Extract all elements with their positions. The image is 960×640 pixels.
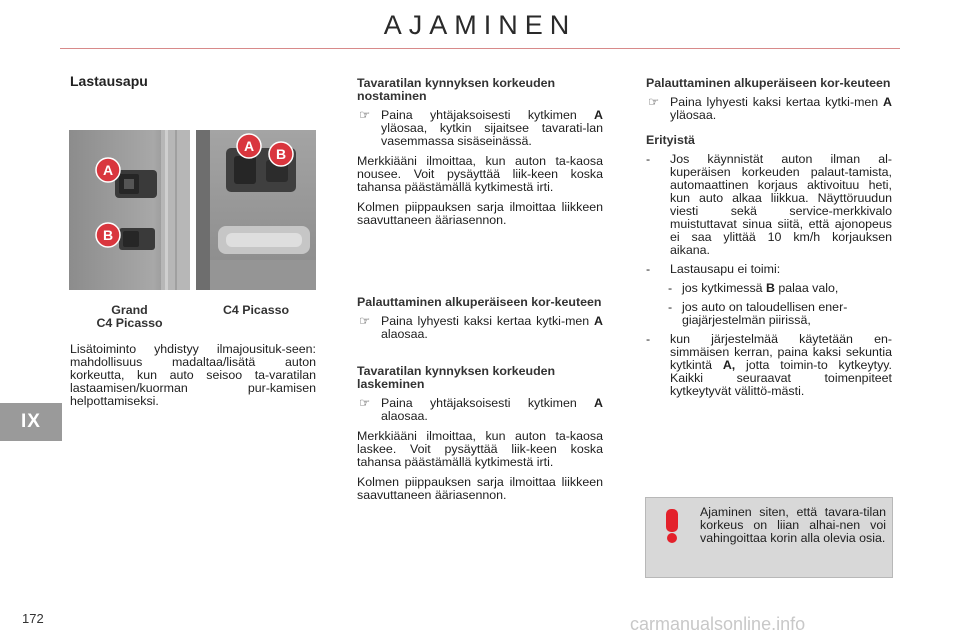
- pointing-hand-icon: ☞: [359, 396, 371, 410]
- warning-box: [645, 497, 893, 578]
- heading-special: Erityistä: [646, 133, 695, 147]
- heading-restore: Palauttaminen alkuperäiseen kor-keuteen: [357, 295, 602, 309]
- list-item: - kun järjestelmää käytetään en-simmäisen kerran, paina kaksi sekuntia kytkintä A, jotta toimin-to kytkeytyy. Kaikki seuraavat toimenpiteet kytkeytyvät välittö-mästi.: [646, 332, 893, 398]
- pointing-hand-icon: ☞: [359, 314, 371, 328]
- heading-restore: Palauttaminen alkuperäiseen kor-keuteen: [646, 76, 891, 90]
- paragraph: Kolmen piippauksen sarja ilmoittaa liikkeen saavuttaneen ääriasennon.: [357, 200, 603, 227]
- pointing-hand-icon: ☞: [359, 108, 371, 122]
- heading-lower: Tavaratilan kynnyksen korkeuden laskeminen: [357, 364, 556, 391]
- paragraph: Kolmen piippauksen sarja ilmoittaa liikkeen saavuttaneen ääriasennon.: [357, 475, 603, 502]
- instruction-item: ☞ Paina lyhyesti kaksi kertaa kytki-men A alaosaa.: [359, 314, 603, 341]
- photo-grand-c4-picasso: [69, 130, 190, 290]
- label-a-text: A: [102, 162, 114, 178]
- pointing-hand-icon: ☞: [648, 95, 660, 109]
- list-item: - Lastausapu ei toimi:: [646, 262, 781, 276]
- column-3: [646, 77, 892, 404]
- column-2: [357, 77, 603, 234]
- caption-c4-picasso: C4 Picasso: [222, 303, 290, 317]
- sub-list-item: - jos auto on taloudellisen ener-giajärjestelmän piirissä,: [668, 300, 848, 327]
- caption-grand-c4-picasso: [69, 304, 190, 330]
- exclamation-warning-icon: [654, 507, 690, 548]
- instruction-item: ☞ Paina yhtäjaksoisesti kytkimen A alaosaa.: [359, 396, 603, 423]
- section-title: Lastausapu: [70, 73, 148, 89]
- caption-line: Grand: [111, 303, 148, 317]
- instruction-item: ☞ Paina yhtäjaksoisesti kytkimen A yläosaa, kytkin sijaitsee tavarati-lan vasemmassa sisäseinässä.: [359, 108, 603, 148]
- column-2-section-3: [357, 365, 603, 509]
- warning-text: Ajaminen siten, että tavara-tilan korkeus on liian alhai-nen voi vahingoittaa korin alla olevia osia.: [700, 505, 886, 545]
- page-number: 172: [22, 611, 44, 626]
- heading-raise: Tavaratilan kynnyksen korkeuden nostaminen: [357, 76, 556, 103]
- caption-line: C4 Picasso: [96, 316, 163, 330]
- label-b-text: B: [275, 146, 287, 162]
- warning-text-block: [700, 506, 886, 552]
- header-divider: [60, 48, 900, 49]
- list-item: - Jos käynnistät auton ilman al-kuperäisen korkeuden palaut-tamista, automaattinen korjaus aktivoituu heti, kun auto alkaa liikkua. Näyttöruudun viesti sekä service-merkkivalo muistuttavat sinua siitä, että ajonopeus ei saa ylittää 10 km/h korjauksen aikana.: [646, 152, 892, 257]
- intro-text-block: [70, 343, 316, 415]
- sub-list-item: - jos kytkimessä B palaa valo,: [668, 281, 839, 295]
- label-b-text: B: [102, 227, 114, 243]
- switch-photo-illustration: [69, 130, 190, 290]
- column-2-section-2: [357, 296, 603, 348]
- paragraph: Merkkiääni ilmoittaa, kun auton ta-kaosa nousee. Voit pysäyttää liik-keen koska tahansa päästämällä kytkimestä irti.: [357, 154, 603, 194]
- watermark: carmanualsonline.info: [630, 614, 806, 634]
- paragraph: Merkkiääni ilmoittaa, kun auton ta-kaosa laskee. Voit pysäyttää liik-keen koska tahansa päästämällä kytkimestä irti.: [357, 429, 603, 469]
- page-title: AJAMINEN: [383, 10, 577, 40]
- chapter-tab: IX: [0, 403, 62, 441]
- label-a-text: A: [243, 138, 255, 154]
- instruction-item: ☞ Paina lyhyesti kaksi kertaa kytki-men A yläosaa.: [648, 95, 892, 122]
- intro-paragraph: Lisätoiminto yhdistyy ilmajousituk-seen: mahdollisuus madaltaa/lisätä auton korkeutta, kun auto seisoo ta-varatilan lastaamisen/kuorman pur-kamisen helpottamiseksi.: [70, 342, 316, 408]
